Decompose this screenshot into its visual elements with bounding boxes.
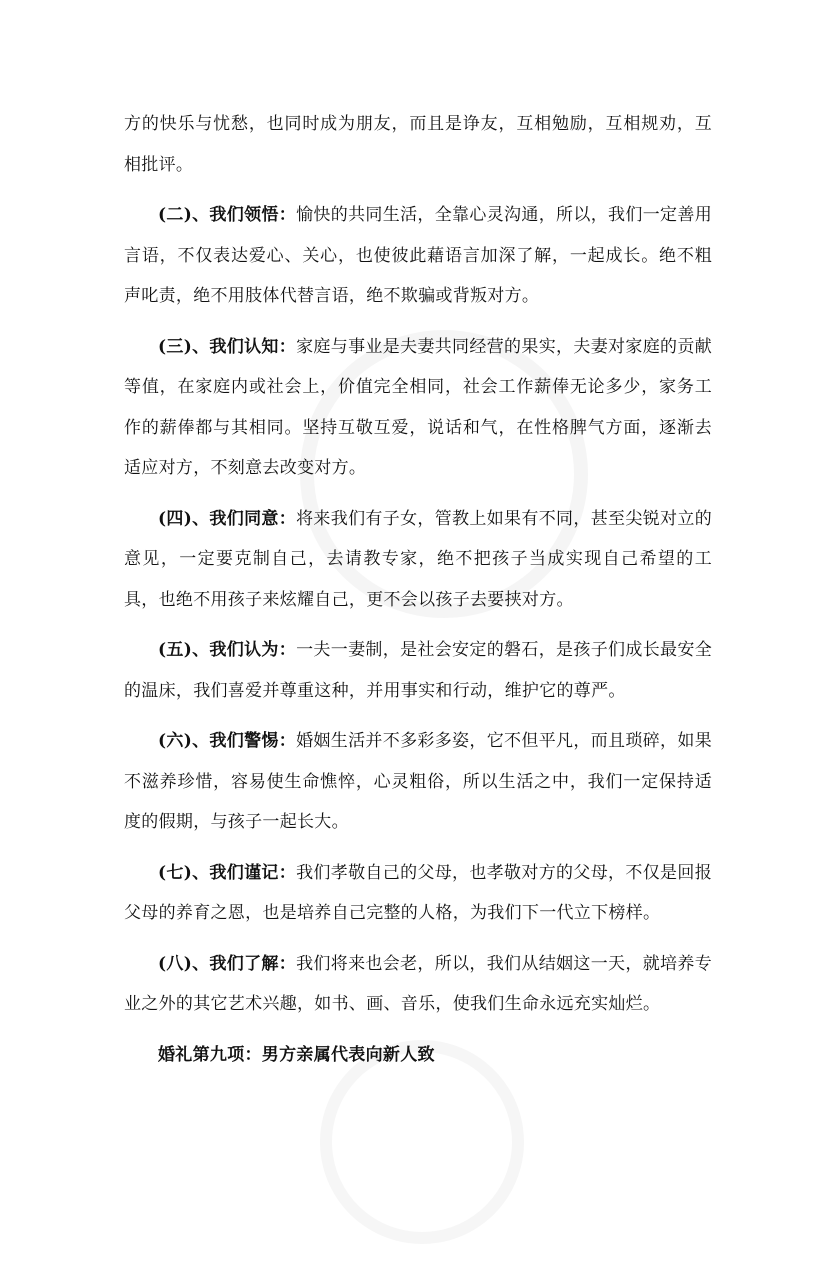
- paragraph-7: [124, 853, 712, 934]
- paragraph-label: (七)、我们谨记：: [158, 862, 297, 883]
- paragraph-6: [124, 721, 712, 843]
- paragraph-text: 我们孝敬自己的父母，也孝敬对方的父母，不仅是回报父母的养育之恩，也是培养自己完整的人格，为我们下一代立下榜样。: [124, 862, 712, 923]
- paragraph-text: 家庭与事业是夫妻共同经营的果实，夫妻对家庭的贡献等值，在家庭内或社会上，价值完全相同，社会工作薪俸无论多少，家务工作的薪俸都与其相同。坚持互敬互爱，说话和气，在性格脾气方面，逐渐去适应对方，不刻意去改变对方。: [124, 336, 712, 478]
- paragraph-text: 我们将来也会老，所以，我们从结姻这一天，就培养专业之外的其它艺术兴趣，如书、画、音乐，使我们生命永远充实灿烂。: [124, 953, 712, 1014]
- paragraph-label: (八)、我们了解：: [158, 953, 297, 974]
- paragraph-5: [124, 630, 712, 711]
- paragraph-8: [124, 944, 712, 1025]
- paragraph-label: (五)、我们认为：: [158, 640, 297, 660]
- paragraph-label: (六)、我们警惕：: [158, 731, 297, 751]
- paragraph-3: [124, 327, 712, 489]
- paragraph-text: 愉快的共同生活，全靠心灵沟通，所以，我们一定善用言语，不仅表达爱心、关心，也使彼此藉语言加深了解，一起成长。绝不粗声叱责，绝不用肢体代替言语，绝不欺骗或背叛对方。: [124, 205, 712, 306]
- paragraph-4: [124, 499, 712, 621]
- paragraph-label: (二)、我们领悟：: [158, 205, 297, 225]
- paragraph-text: 婚姻生活并不多彩多姿，它不但平凡，而且琐碎，如果不滋养珍惜，容易使生命憔悴，心灵粗俗，所以生活之中，我们一定保持适度的假期，与孩子一起长大。: [124, 731, 712, 832]
- paragraph-label: (四)、我们同意：: [158, 508, 297, 529]
- paragraph-text: 将来我们有子女，管教上如果有不同，甚至尖锐对立的意见，一定要克制自己，去请教专家，绝不把孩子当成实现自己希望的工具，也绝不用孩子来炫耀自己，更不会以孩子去要挟对方。: [124, 508, 712, 610]
- paragraph-2: [124, 195, 712, 317]
- paragraph-continuation: 方的快乐与忧愁，也同时成为朋友，而且是诤友，互相勉励，互相规劝，互相批评。: [124, 114, 712, 175]
- paragraph-label: (三)、我们认知：: [158, 336, 297, 357]
- section-heading: 婚礼第九项：男方亲属代表向新人致: [158, 1044, 435, 1065]
- document-body: [124, 104, 712, 1085]
- paragraph-text: 一夫一妻制，是社会安定的磐石，是孩子们成长最安全的温床，我们喜爱并尊重这种，并用事实和行动，维护它的尊严。: [124, 640, 712, 701]
